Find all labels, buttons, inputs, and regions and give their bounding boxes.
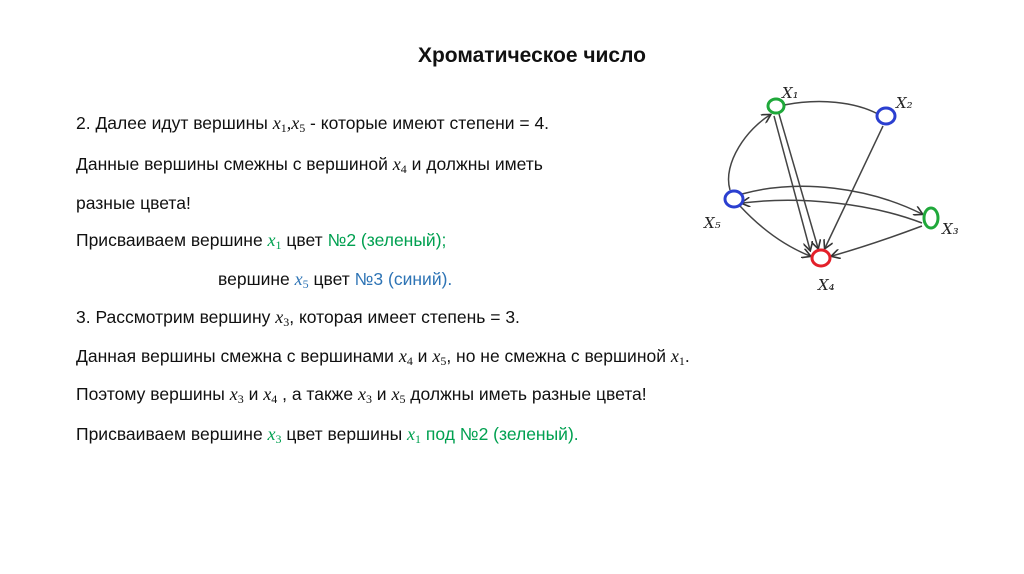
text-line-7	[76, 345, 690, 367]
math-var: $x_3$	[229, 384, 244, 406]
graph-diagram	[690, 78, 960, 303]
text-line-3	[76, 192, 191, 214]
math-var: $x_3$	[275, 307, 290, 329]
line-text: Присваиваем вершине	[76, 230, 268, 250]
vertex-x2	[877, 108, 895, 124]
line-text: , а также	[277, 384, 358, 404]
line-text: , но не смежна с вершиной	[446, 346, 671, 366]
line-text: и	[371, 384, 392, 404]
vertex-label-x1: X₁	[782, 84, 799, 102]
line-text: цвет вершины	[281, 424, 408, 444]
math-sep: ,	[286, 113, 292, 133]
line-text: - которые имеют степени = 4.	[305, 113, 550, 133]
edge-x1-x2	[784, 102, 878, 114]
vertex-x3	[924, 208, 938, 228]
line-text: и	[412, 346, 433, 366]
math-var: $x_5$	[432, 346, 447, 368]
text-line-5	[218, 268, 452, 290]
vertex-label-x3: X₃	[942, 220, 959, 238]
edge-x1-x4b	[774, 116, 810, 250]
text-line-2	[76, 153, 543, 175]
color-assignment: под №2 (зеленый).	[421, 424, 579, 444]
edge-x3-x4	[832, 226, 922, 256]
math-var: $x_5$	[294, 269, 309, 291]
math-var: $x_3$	[267, 424, 282, 446]
math-var: $x_1$	[272, 113, 287, 135]
line-text: , которая имеет степень = 3.	[289, 307, 520, 327]
math-var: $x_4$	[263, 384, 278, 406]
edge-x3-x5	[742, 200, 922, 223]
color-assignment: №2 (зеленый);	[327, 230, 447, 250]
line-text: цвет	[281, 230, 328, 250]
math-var: $x_4$	[398, 346, 413, 368]
line-text: 2. Далее идут вершины	[76, 113, 273, 133]
line-text: должны иметь разные цвета!	[405, 384, 647, 404]
math-var: $x_5$	[291, 113, 306, 135]
text-line-1	[76, 112, 549, 134]
vertex-x4	[812, 250, 830, 266]
line-text: Данная вершины смежна с вершинами	[76, 346, 399, 366]
line-text: вершине	[218, 269, 295, 289]
line-text: разные цвета!	[76, 193, 191, 213]
line-text: и	[243, 384, 264, 404]
edge-x5-x1	[729, 115, 770, 190]
graph-edges	[729, 102, 922, 256]
math-var: $x_5$	[391, 384, 406, 406]
slide-title: Хроматическое число	[417, 44, 647, 67]
edge-x1-x4	[779, 114, 818, 248]
vertex-label-x5: X₅	[704, 214, 721, 232]
math-var: $x_1$	[670, 346, 685, 368]
vertex-x5	[725, 191, 743, 207]
text-line-4	[76, 229, 446, 251]
text-line-9	[76, 423, 579, 445]
line-text: цвет	[308, 269, 355, 289]
color-assignment: №3 (синий).	[354, 269, 453, 289]
text-line-8	[76, 383, 647, 405]
text-line-6	[76, 306, 520, 328]
line-text: Присваиваем вершине	[76, 424, 268, 444]
line-text: Данные вершины смежны с вершиной	[76, 154, 393, 174]
math-var: $x_4$	[392, 154, 407, 176]
line-text: и должны иметь	[406, 154, 543, 174]
line-text: .	[684, 346, 690, 366]
math-var: $x_1$	[407, 424, 422, 446]
math-var: $x_1$	[267, 230, 282, 252]
line-text: 3. Рассмотрим вершину	[76, 307, 276, 327]
line-text: Поэтому вершины	[76, 384, 230, 404]
vertex-label-x4: X₄	[818, 276, 835, 294]
edge-x2-x4	[825, 126, 883, 248]
vertex-label-x2: X₂	[896, 94, 913, 112]
math-var: $x_3$	[357, 384, 372, 406]
